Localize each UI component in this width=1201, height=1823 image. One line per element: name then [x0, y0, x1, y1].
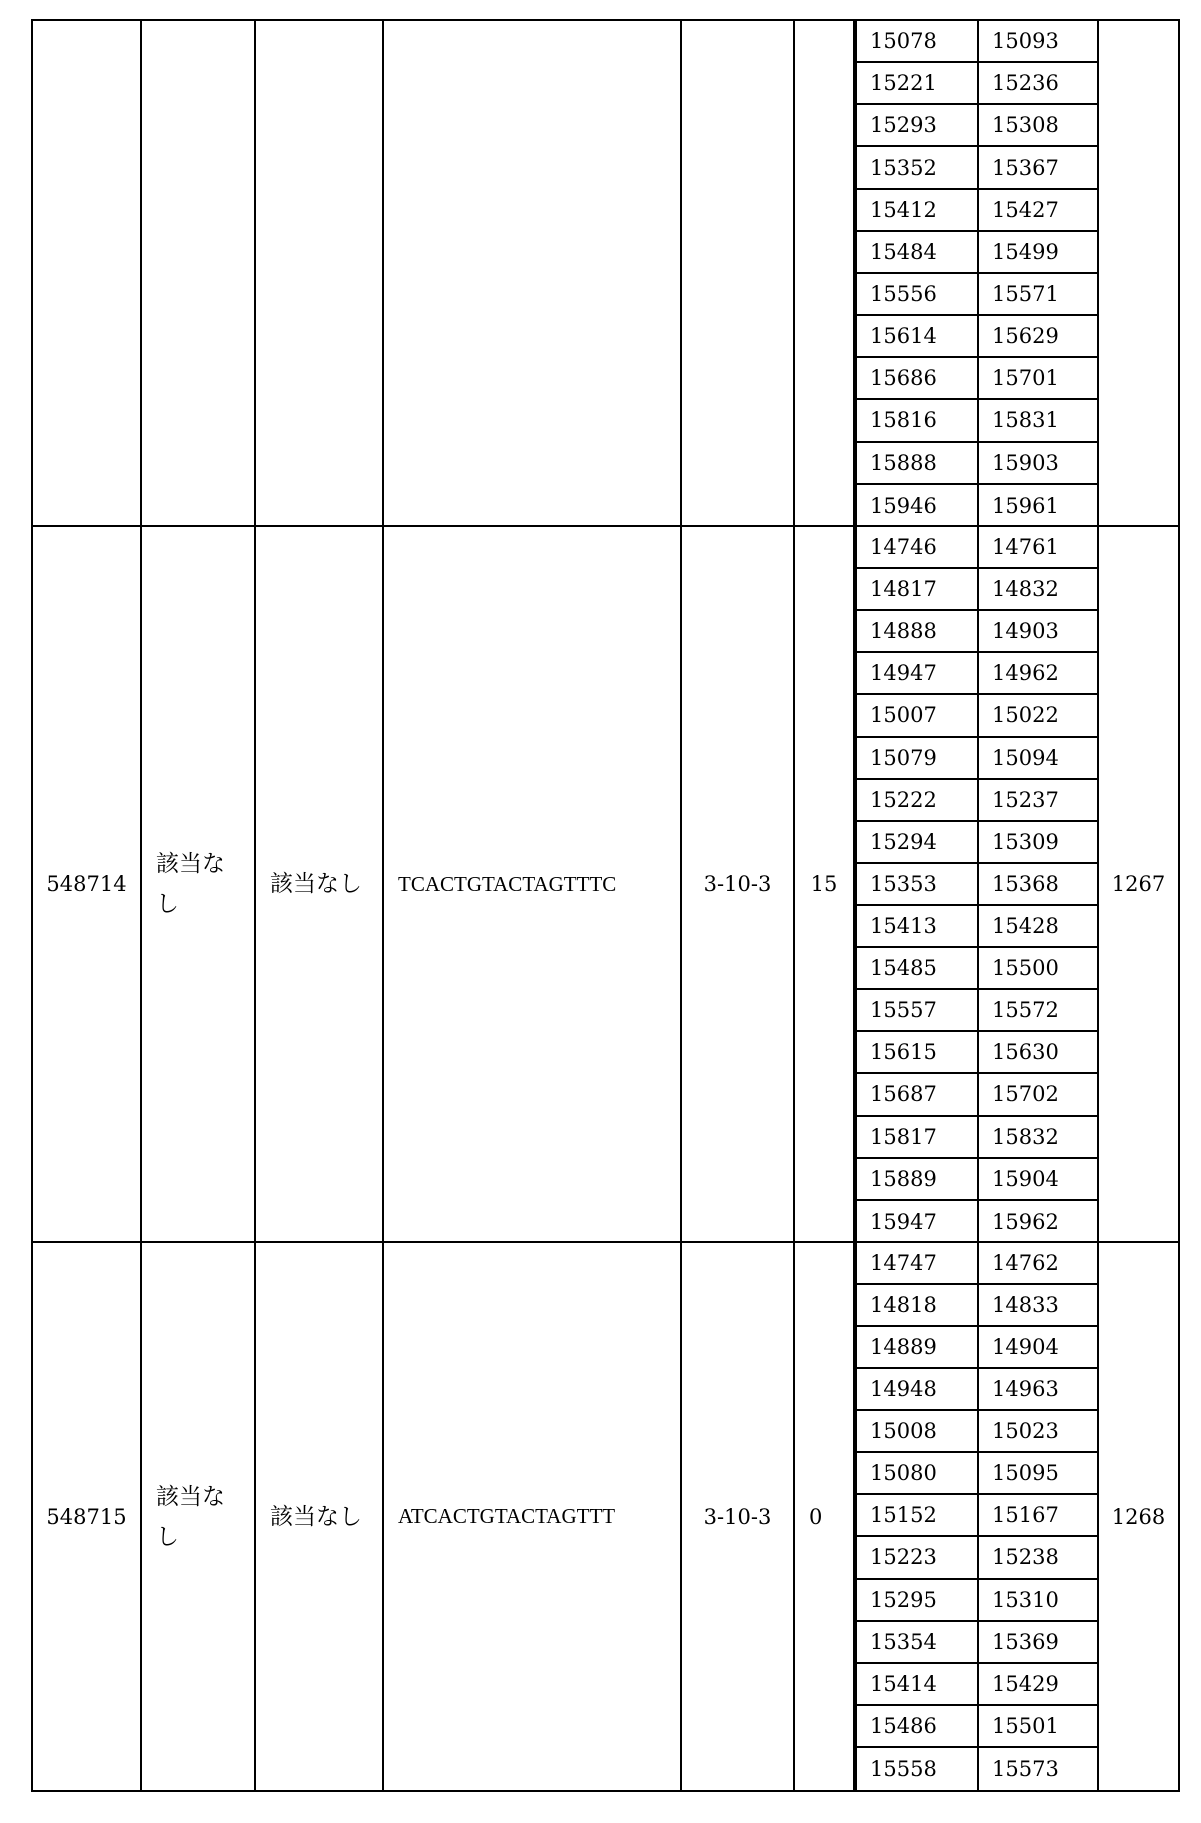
- range-row: [857, 822, 1097, 864]
- range-end: 15962: [992, 1209, 1059, 1234]
- target-region-a-cell: [142, 527, 256, 1241]
- range-start: 15152: [857, 1495, 979, 1535]
- range-row: [857, 906, 1097, 948]
- range-row: [857, 147, 1097, 189]
- position-range-subtable: [855, 21, 1099, 525]
- range-row: [857, 232, 1097, 274]
- range-start: 15293: [857, 105, 979, 145]
- range-end: 15236: [992, 71, 1059, 96]
- range-end: 15427: [992, 197, 1059, 222]
- range-end: 15904: [992, 1166, 1059, 1191]
- sequence: TCACTGTACTAGTTTC: [398, 871, 617, 896]
- mismatch-count-cell: [795, 21, 855, 525]
- range-end: 15093: [992, 29, 1059, 54]
- range-start: 15295: [857, 1580, 979, 1620]
- range-row: [857, 190, 1097, 232]
- table-row-group: [33, 21, 1178, 527]
- range-start: 15558: [857, 1748, 979, 1790]
- range-start: 15485: [857, 948, 979, 988]
- range-end: 15023: [992, 1419, 1059, 1444]
- sequence-cell: [384, 527, 682, 1241]
- range-start: 15412: [857, 190, 979, 230]
- range-end: 15368: [992, 871, 1059, 896]
- sequence: ATCACTGTACTAGTTT: [398, 1504, 616, 1528]
- range-start: 14747: [857, 1243, 979, 1283]
- range-start: 15414: [857, 1664, 979, 1704]
- range-row: [857, 400, 1097, 442]
- position-range-subtable: [855, 1243, 1099, 1790]
- target-region-a-cell: [142, 21, 256, 525]
- range-start: 15413: [857, 906, 979, 946]
- seq-id-number: 1267: [1111, 872, 1166, 896]
- range-end: 15310: [992, 1587, 1059, 1612]
- range-row: [857, 611, 1097, 653]
- seq-id-number: [1099, 21, 1178, 525]
- range-end: 15429: [992, 1671, 1059, 1696]
- target-region-b-cell: [256, 1243, 384, 1790]
- range-start: 14888: [857, 611, 979, 651]
- range-end: 15309: [992, 829, 1059, 854]
- range-end: 14761: [992, 535, 1059, 560]
- range-row: [857, 990, 1097, 1032]
- target-region-b: 該当なし: [270, 1503, 362, 1530]
- range-start: 15221: [857, 63, 979, 103]
- range-start: 15556: [857, 274, 979, 314]
- range-start: 15947: [857, 1201, 979, 1243]
- range-row: [857, 1243, 1097, 1285]
- range-start: 15687: [857, 1074, 979, 1114]
- motif: 3-10-3: [703, 872, 772, 896]
- range-start: 15557: [857, 990, 979, 1030]
- table-row-group: [33, 1243, 1178, 1790]
- range-start: 15686: [857, 358, 979, 398]
- range-start: 15078: [857, 21, 979, 61]
- range-end: 15702: [992, 1082, 1059, 1107]
- range-row: [857, 1495, 1097, 1537]
- range-row: [857, 569, 1097, 611]
- mismatch-count: 0: [809, 1504, 823, 1529]
- range-row: [857, 1706, 1097, 1748]
- range-end: 15573: [992, 1756, 1059, 1781]
- range-end: 15572: [992, 998, 1059, 1023]
- range-row: [857, 738, 1097, 780]
- target-region-b: 該当なし: [270, 871, 362, 897]
- range-row: [857, 1622, 1097, 1664]
- range-start: 15889: [857, 1159, 979, 1199]
- sequence-cell: [384, 21, 682, 525]
- compound-id-cell: [33, 1243, 142, 1790]
- range-start: 14889: [857, 1327, 979, 1367]
- range-end: 15500: [992, 956, 1059, 981]
- range-row: [857, 485, 1097, 527]
- range-start: 15816: [857, 400, 979, 440]
- range-row: [857, 1032, 1097, 1074]
- range-start: 14948: [857, 1369, 979, 1409]
- range-row: [857, 1537, 1097, 1579]
- range-start: 15352: [857, 147, 979, 187]
- range-row: [857, 1369, 1097, 1411]
- range-end: 14962: [992, 661, 1059, 686]
- mismatch-count: 15: [810, 872, 838, 896]
- range-row: [857, 653, 1097, 695]
- range-row: [857, 443, 1097, 485]
- range-end: 15832: [992, 1124, 1059, 1149]
- range-end: 15701: [992, 366, 1059, 391]
- range-row: [857, 1411, 1097, 1453]
- range-row: [857, 695, 1097, 737]
- range-row: [857, 1453, 1097, 1495]
- range-end: 15022: [992, 703, 1059, 728]
- range-row: [857, 316, 1097, 358]
- range-row: [857, 780, 1097, 822]
- mismatch-count-cell: [795, 1243, 855, 1790]
- range-row: [857, 527, 1097, 569]
- position-range-subtable: [855, 527, 1099, 1241]
- range-end: 14904: [992, 1335, 1059, 1360]
- range-end: 15571: [992, 282, 1059, 307]
- range-row: [857, 21, 1097, 63]
- range-start: 14817: [857, 569, 979, 609]
- range-start: 15615: [857, 1032, 979, 1072]
- range-row: [857, 1748, 1097, 1790]
- range-end: 15308: [992, 113, 1059, 138]
- range-end: 15237: [992, 787, 1059, 812]
- compound-id-cell: [33, 527, 142, 1241]
- range-row: [857, 1580, 1097, 1622]
- range-start: 15946: [857, 485, 979, 527]
- range-start: 15223: [857, 1537, 979, 1577]
- target-region-a: 該当なし: [156, 1483, 225, 1550]
- compound-id: 548714: [46, 872, 127, 896]
- range-end: 15903: [992, 450, 1059, 475]
- range-end: 15367: [992, 155, 1059, 180]
- range-row: [857, 1285, 1097, 1327]
- range-start: 15484: [857, 232, 979, 272]
- range-end: 15369: [992, 1629, 1059, 1654]
- range-end: 15961: [992, 493, 1059, 518]
- range-start: 15080: [857, 1453, 979, 1493]
- range-end: 15428: [992, 914, 1059, 939]
- range-row: [857, 864, 1097, 906]
- range-end: 15629: [992, 324, 1059, 349]
- range-end: 15630: [992, 1040, 1059, 1065]
- range-end: 15095: [992, 1461, 1059, 1486]
- range-start: 15222: [857, 780, 979, 820]
- motif: 3-10-3: [703, 1504, 772, 1529]
- range-start: 15294: [857, 822, 979, 862]
- range-start: 15007: [857, 695, 979, 735]
- target-region-b-cell: [256, 527, 384, 1241]
- range-end: 14903: [992, 619, 1059, 644]
- target-region-a: 該当なし: [156, 851, 225, 917]
- range-start: 15008: [857, 1411, 979, 1451]
- motif-cell: [682, 527, 795, 1241]
- mismatch-count-cell: [795, 527, 855, 1241]
- compound-id-cell: [33, 21, 142, 525]
- range-start: 14746: [857, 527, 979, 567]
- range-row: [857, 1074, 1097, 1116]
- range-start: 14947: [857, 653, 979, 693]
- range-row: [857, 948, 1097, 990]
- seq-id-number: 1268: [1111, 1504, 1166, 1529]
- compound-id: 548715: [46, 1504, 127, 1529]
- motif-cell: [682, 1243, 795, 1790]
- sequence-cell: [384, 1243, 682, 1790]
- range-end: 14832: [992, 577, 1059, 602]
- range-start: 15079: [857, 738, 979, 778]
- range-start: 15486: [857, 1706, 979, 1746]
- range-start: 15817: [857, 1117, 979, 1157]
- range-row: [857, 1201, 1097, 1243]
- range-row: [857, 63, 1097, 105]
- range-start: 14818: [857, 1285, 979, 1325]
- range-row: [857, 1327, 1097, 1369]
- range-end: 14833: [992, 1293, 1059, 1318]
- motif-cell: [682, 21, 795, 525]
- range-start: 15353: [857, 864, 979, 904]
- range-row: [857, 358, 1097, 400]
- table-row-group: [33, 527, 1178, 1243]
- range-end: 15094: [992, 745, 1059, 770]
- range-end: 15167: [992, 1503, 1059, 1528]
- range-row: [857, 274, 1097, 316]
- range-end: 15831: [992, 408, 1059, 433]
- range-row: [857, 105, 1097, 147]
- range-end: 15499: [992, 239, 1059, 264]
- data-table: [31, 19, 1180, 1792]
- range-end: 14762: [992, 1251, 1059, 1276]
- range-row: [857, 1159, 1097, 1201]
- range-end: 15238: [992, 1545, 1059, 1570]
- range-end: 14963: [992, 1377, 1059, 1402]
- range-row: [857, 1117, 1097, 1159]
- range-start: 15614: [857, 316, 979, 356]
- range-start: 15888: [857, 443, 979, 483]
- target-region-a-cell: [142, 1243, 256, 1790]
- target-region-b-cell: [256, 21, 384, 525]
- range-row: [857, 1664, 1097, 1706]
- range-start: 15354: [857, 1622, 979, 1662]
- range-end: 15501: [992, 1713, 1059, 1738]
